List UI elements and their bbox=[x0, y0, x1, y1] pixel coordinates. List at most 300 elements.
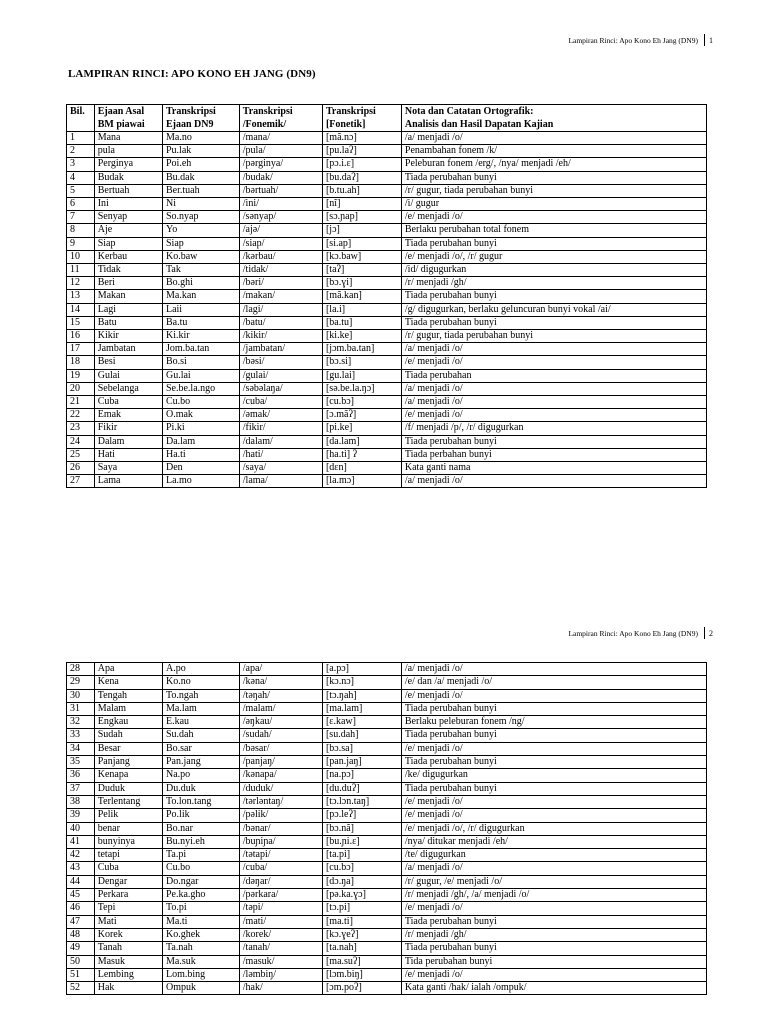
cell-nota: /e/ menjadi /o/, /r/ digugurkan bbox=[401, 822, 706, 835]
cell-ejaan-dn9: Na.po bbox=[162, 769, 239, 782]
cell-ejaan-dn9: Cu.bo bbox=[162, 862, 239, 875]
table-row bbox=[67, 902, 707, 915]
table-row bbox=[67, 809, 707, 822]
cell-nota: Tiada perbahan bunyi bbox=[401, 448, 706, 461]
table-row bbox=[67, 462, 707, 475]
cell-fonemik: /budak/ bbox=[239, 171, 322, 184]
document-page-2 bbox=[0, 620, 768, 1024]
table-row bbox=[67, 955, 707, 968]
cell-fonemik: /bərtuah/ bbox=[239, 184, 322, 197]
cell-fonemik: /kərbau/ bbox=[239, 250, 322, 263]
table-row bbox=[67, 756, 707, 769]
cell-fonetik: [ba.tu] bbox=[322, 316, 401, 329]
cell-ejaan-asal: Siap bbox=[94, 237, 162, 250]
cell-ejaan-asal: Lagi bbox=[94, 303, 162, 316]
cell-nota: Tiada perubahan bunyi bbox=[401, 435, 706, 448]
cell-nota: /a/ menjadi /o/ bbox=[401, 343, 706, 356]
table-header-row bbox=[67, 105, 707, 132]
cell-bil: 1 bbox=[67, 132, 95, 145]
cell-nota: /nya/ ditukar menjadi /eh/ bbox=[401, 835, 706, 848]
cell-ejaan-asal: Tidak bbox=[94, 264, 162, 277]
cell-ejaan-asal: Makan bbox=[94, 290, 162, 303]
cell-bil: 46 bbox=[67, 902, 95, 915]
table-row bbox=[67, 435, 707, 448]
cell-bil: 27 bbox=[67, 475, 95, 488]
table-row bbox=[67, 676, 707, 689]
table-body-page-2 bbox=[67, 663, 707, 995]
cell-fonemik: /ajə/ bbox=[239, 224, 322, 237]
cell-ejaan-dn9: Bo.si bbox=[162, 356, 239, 369]
table-row bbox=[67, 184, 707, 197]
cell-fonemik: /batu/ bbox=[239, 316, 322, 329]
cell-bil: 12 bbox=[67, 277, 95, 290]
cell-fonetik: [cu.bɔ] bbox=[322, 862, 401, 875]
cell-nota: /a/ menjadi /o/ bbox=[401, 862, 706, 875]
cell-fonemik: /duduk/ bbox=[239, 782, 322, 795]
cell-fonemik: /bəsar/ bbox=[239, 742, 322, 755]
cell-fonetik: [ma.suʔ] bbox=[322, 955, 401, 968]
cell-fonetik: [dɔ.ŋa] bbox=[322, 875, 401, 888]
cell-nota: Kata ganti nama bbox=[401, 462, 706, 475]
table-row bbox=[67, 849, 707, 862]
cell-fonetik: [ɔm.poʔ] bbox=[322, 982, 401, 995]
cell-bil: 38 bbox=[67, 795, 95, 808]
cell-fonemik: /makan/ bbox=[239, 290, 322, 303]
cell-fonemik: /hak/ bbox=[239, 982, 322, 995]
cell-ejaan-asal: Panjang bbox=[94, 756, 162, 769]
cell-fonetik: [tɔ.pi] bbox=[322, 902, 401, 915]
table-row bbox=[67, 702, 707, 715]
cell-ejaan-dn9: Ber.tuah bbox=[162, 184, 239, 197]
cell-fonemik: /bənar/ bbox=[239, 822, 322, 835]
cell-ejaan-dn9: Ompuk bbox=[162, 982, 239, 995]
header-bil: Bil. bbox=[67, 105, 95, 132]
cell-bil: 22 bbox=[67, 409, 95, 422]
cell-nota: Tiada perubahan bbox=[401, 369, 706, 382]
cell-fonetik: [nĩ] bbox=[322, 198, 401, 211]
cell-bil: 30 bbox=[67, 689, 95, 702]
cell-nota: Berlaku peleburan fonem /ng/ bbox=[401, 716, 706, 729]
cell-fonetik: [taʔ] bbox=[322, 264, 401, 277]
cell-fonetik: [pan.jaŋ] bbox=[322, 756, 401, 769]
cell-fonemik: /kənapa/ bbox=[239, 769, 322, 782]
cell-ejaan-asal: Aje bbox=[94, 224, 162, 237]
cell-fonemik: /ləmbiŋ/ bbox=[239, 968, 322, 981]
cell-ejaan-dn9: Lom.bing bbox=[162, 968, 239, 981]
cell-fonemik: /pərginya/ bbox=[239, 158, 322, 171]
cell-nota: Tiada perubahan bunyi bbox=[401, 290, 706, 303]
cell-ejaan-asal: Lama bbox=[94, 475, 162, 488]
cell-fonetik: [ɔ.mãʔ] bbox=[322, 409, 401, 422]
cell-ejaan-dn9: Cu.bo bbox=[162, 396, 239, 409]
cell-ejaan-asal: Pelik bbox=[94, 809, 162, 822]
header-divider bbox=[704, 627, 705, 639]
table-row bbox=[67, 875, 707, 888]
cell-fonetik: [pi.ke] bbox=[322, 422, 401, 435]
cell-fonetik: [du.duʔ] bbox=[322, 782, 401, 795]
cell-ejaan-dn9: Gu.lai bbox=[162, 369, 239, 382]
table-row bbox=[67, 475, 707, 488]
cell-fonemik: /siap/ bbox=[239, 237, 322, 250]
cell-fonetik: [ma.ti] bbox=[322, 915, 401, 928]
cell-fonemik: /lama/ bbox=[239, 475, 322, 488]
cell-nota: /e/ menjadi /o/ bbox=[401, 968, 706, 981]
table-row bbox=[67, 396, 707, 409]
cell-bil: 32 bbox=[67, 716, 95, 729]
header-ejaan-asal: Ejaan Asal BM piawai bbox=[94, 105, 162, 132]
cell-ejaan-dn9: Laii bbox=[162, 303, 239, 316]
cell-nota: /r/ menjadi /gh/ bbox=[401, 277, 706, 290]
cell-ejaan-dn9: Pu.lak bbox=[162, 145, 239, 158]
cell-ejaan-asal: Masuk bbox=[94, 955, 162, 968]
cell-fonemik: /dəŋar/ bbox=[239, 875, 322, 888]
cell-fonemik: /apa/ bbox=[239, 663, 322, 676]
cell-nota: /g/ digugurkan, berlaku geluncuran bunyi vokal /ai/ bbox=[401, 303, 706, 316]
cell-fonetik: [na.pɔ] bbox=[322, 769, 401, 782]
table-row bbox=[67, 198, 707, 211]
cell-fonetik: [bɔ.ɣi] bbox=[322, 277, 401, 290]
cell-nota: Penambahan fonem /k/ bbox=[401, 145, 706, 158]
table-row bbox=[67, 915, 707, 928]
cell-ejaan-dn9: Do.ngar bbox=[162, 875, 239, 888]
cell-ejaan-dn9: Den bbox=[162, 462, 239, 475]
cell-ejaan-dn9: Ba.tu bbox=[162, 316, 239, 329]
cell-nota: /e/ menjadi /o/, /r/ gugur bbox=[401, 250, 706, 263]
cell-fonemik: /təpi/ bbox=[239, 902, 322, 915]
cell-nota: Kata ganti /hak/ ialah /ompuk/ bbox=[401, 982, 706, 995]
cell-fonetik: [sə.be.la.ŋɔ] bbox=[322, 382, 401, 395]
cell-ejaan-dn9: Se.be.la.ngo bbox=[162, 382, 239, 395]
cell-fonemik: /gulai/ bbox=[239, 369, 322, 382]
cell-bil: 33 bbox=[67, 729, 95, 742]
cell-ejaan-asal: Senyap bbox=[94, 211, 162, 224]
cell-bil: 19 bbox=[67, 369, 95, 382]
cell-ejaan-asal: Perkara bbox=[94, 889, 162, 902]
cell-ejaan-asal: Cuba bbox=[94, 862, 162, 875]
cell-fonemik: /təŋah/ bbox=[239, 689, 322, 702]
cell-fonetik: [si.ap] bbox=[322, 237, 401, 250]
cell-ejaan-dn9: Tak bbox=[162, 264, 239, 277]
page-number: 2 bbox=[709, 628, 713, 638]
running-header-title: Lampiran Rinci: Apo Kono Eh Jang (DN9) bbox=[568, 35, 698, 45]
table-row bbox=[67, 835, 707, 848]
cell-ejaan-asal: Dengar bbox=[94, 875, 162, 888]
cell-nota: /e/ menjadi /o/ bbox=[401, 902, 706, 915]
cell-fonetik: [pu.laʔ] bbox=[322, 145, 401, 158]
table-row bbox=[67, 822, 707, 835]
cell-nota: Tiada perubahan bunyi bbox=[401, 942, 706, 955]
cell-bil: 42 bbox=[67, 849, 95, 862]
cell-bil: 44 bbox=[67, 875, 95, 888]
table-row bbox=[67, 716, 707, 729]
cell-ejaan-dn9: Ko.no bbox=[162, 676, 239, 689]
cell-fonemik: /tidak/ bbox=[239, 264, 322, 277]
cell-bil: 18 bbox=[67, 356, 95, 369]
cell-fonetik: [tɔ.lɔn.taŋ] bbox=[322, 795, 401, 808]
table-row bbox=[67, 290, 707, 303]
cell-bil: 5 bbox=[67, 184, 95, 197]
cell-ejaan-asal: Mana bbox=[94, 132, 162, 145]
table-row bbox=[67, 132, 707, 145]
cell-ejaan-asal: Malam bbox=[94, 702, 162, 715]
cell-bil: 47 bbox=[67, 915, 95, 928]
cell-bil: 45 bbox=[67, 889, 95, 902]
cell-bil: 31 bbox=[67, 702, 95, 715]
cell-bil: 40 bbox=[67, 822, 95, 835]
table-row bbox=[67, 729, 707, 742]
cell-nota: /r/ gugur, tiada perubahan bunyi bbox=[401, 184, 706, 197]
cell-ejaan-dn9: Poi.eh bbox=[162, 158, 239, 171]
cell-ejaan-asal: Kenapa bbox=[94, 769, 162, 782]
table-row bbox=[67, 343, 707, 356]
orthography-table-page-2 bbox=[66, 662, 707, 995]
table-row bbox=[67, 769, 707, 782]
cell-ejaan-dn9: To.pi bbox=[162, 902, 239, 915]
cell-bil: 4 bbox=[67, 171, 95, 184]
cell-fonemik: /panjaŋ/ bbox=[239, 756, 322, 769]
cell-fonetik: [tɔ.ŋah] bbox=[322, 689, 401, 702]
table-row bbox=[67, 277, 707, 290]
cell-nota: /r/ menjadi /gh/, /a/ menjadi /o/ bbox=[401, 889, 706, 902]
cell-bil: 36 bbox=[67, 769, 95, 782]
cell-nota: /a/ menjadi /o/ bbox=[401, 132, 706, 145]
cell-fonetik: [sɔ.ɲap] bbox=[322, 211, 401, 224]
cell-ejaan-asal: Lembing bbox=[94, 968, 162, 981]
cell-bil: 39 bbox=[67, 809, 95, 822]
cell-ejaan-dn9: Bo.sar bbox=[162, 742, 239, 755]
table-row bbox=[67, 942, 707, 955]
cell-fonemik: /bəri/ bbox=[239, 277, 322, 290]
cell-ejaan-asal: Engkau bbox=[94, 716, 162, 729]
table-row bbox=[67, 171, 707, 184]
cell-ejaan-dn9: Ma.suk bbox=[162, 955, 239, 968]
cell-ejaan-asal: Besi bbox=[94, 356, 162, 369]
cell-bil: 29 bbox=[67, 676, 95, 689]
cell-ejaan-dn9: Ta.pi bbox=[162, 849, 239, 862]
table-row bbox=[67, 330, 707, 343]
cell-fonemik: /cuba/ bbox=[239, 862, 322, 875]
cell-ejaan-dn9: Su.dah bbox=[162, 729, 239, 742]
table-row bbox=[67, 211, 707, 224]
cell-nota: /e/ dan /a/ menjadi /o/ bbox=[401, 676, 706, 689]
cell-ejaan-dn9: E.kau bbox=[162, 716, 239, 729]
cell-fonemik: /tanah/ bbox=[239, 942, 322, 955]
cell-fonemik: /pərkara/ bbox=[239, 889, 322, 902]
cell-ejaan-asal: tetapi bbox=[94, 849, 162, 862]
cell-bil: 35 bbox=[67, 756, 95, 769]
cell-fonemik: /mana/ bbox=[239, 132, 322, 145]
table-row bbox=[67, 982, 707, 995]
cell-nota: /r/ menjadi /gh/ bbox=[401, 928, 706, 941]
cell-fonetik: [jɔm.ba.tan] bbox=[322, 343, 401, 356]
cell-ejaan-dn9: Po.lik bbox=[162, 809, 239, 822]
cell-ejaan-asal: Emak bbox=[94, 409, 162, 422]
cell-nota: Tiada perubahan bunyi bbox=[401, 171, 706, 184]
cell-ejaan-asal: Jambatan bbox=[94, 343, 162, 356]
cell-bil: 37 bbox=[67, 782, 95, 795]
cell-ejaan-dn9: Ko.baw bbox=[162, 250, 239, 263]
cell-ejaan-asal: Fikir bbox=[94, 422, 162, 435]
header-transkripsi-ejaan: Transkripsi Ejaan DN9 bbox=[162, 105, 239, 132]
table-row bbox=[67, 356, 707, 369]
cell-bil: 14 bbox=[67, 303, 95, 316]
cell-ejaan-dn9: Bo.nar bbox=[162, 822, 239, 835]
cell-fonetik: [mã.kan] bbox=[322, 290, 401, 303]
cell-ejaan-dn9: To.ngah bbox=[162, 689, 239, 702]
cell-bil: 43 bbox=[67, 862, 95, 875]
table-row bbox=[67, 782, 707, 795]
cell-ejaan-asal: Sebelanga bbox=[94, 382, 162, 395]
cell-fonetik: [pɔ.leʔ] bbox=[322, 809, 401, 822]
cell-ejaan-dn9: Ma.lam bbox=[162, 702, 239, 715]
running-header-title: Lampiran Rinci: Apo Kono Eh Jang (DN9) bbox=[568, 628, 698, 638]
cell-fonemik: /cuba/ bbox=[239, 396, 322, 409]
cell-bil: 26 bbox=[67, 462, 95, 475]
cell-fonemik: /tətapi/ bbox=[239, 849, 322, 862]
cell-fonetik: [su.dah] bbox=[322, 729, 401, 742]
cell-bil: 49 bbox=[67, 942, 95, 955]
cell-fonetik: [jɔ] bbox=[322, 224, 401, 237]
header-transkripsi-fonemik: Transkripsi /Fonemik/ bbox=[239, 105, 322, 132]
cell-ejaan-asal: Batu bbox=[94, 316, 162, 329]
table-row bbox=[67, 382, 707, 395]
cell-nota: /f/ menjadi /p/, /r/ digugurkan bbox=[401, 422, 706, 435]
cell-bil: 16 bbox=[67, 330, 95, 343]
cell-bil: 17 bbox=[67, 343, 95, 356]
header-divider bbox=[704, 34, 705, 46]
table-row bbox=[67, 316, 707, 329]
cell-nota: Tiada perubahan bunyi bbox=[401, 316, 706, 329]
cell-fonetik: [bɔ.nã] bbox=[322, 822, 401, 835]
cell-ejaan-dn9: Du.duk bbox=[162, 782, 239, 795]
cell-fonetik: [ha.ti] ʔ bbox=[322, 448, 401, 461]
cell-ejaan-asal: Beri bbox=[94, 277, 162, 290]
cell-nota: Tiada perubahan bunyi bbox=[401, 237, 706, 250]
cell-fonemik: /lagi/ bbox=[239, 303, 322, 316]
cell-ejaan-asal: Kikir bbox=[94, 330, 162, 343]
cell-ejaan-asal: Apa bbox=[94, 663, 162, 676]
cell-ejaan-asal: Tengah bbox=[94, 689, 162, 702]
cell-ejaan-asal: bunyinya bbox=[94, 835, 162, 848]
cell-nota: /e/ menjadi /o/ bbox=[401, 409, 706, 422]
cell-ejaan-dn9: La.mo bbox=[162, 475, 239, 488]
cell-nota: /id/ digugurkan bbox=[401, 264, 706, 277]
cell-fonetik: [cu.bɔ] bbox=[322, 396, 401, 409]
cell-fonemik: /dalam/ bbox=[239, 435, 322, 448]
table-row bbox=[67, 968, 707, 981]
cell-fonetik: [ɛ.kaw] bbox=[322, 716, 401, 729]
cell-fonemik: /pula/ bbox=[239, 145, 322, 158]
table-row bbox=[67, 663, 707, 676]
cell-nota: /i/ gugur bbox=[401, 198, 706, 211]
cell-nota: /a/ menjadi /o/ bbox=[401, 382, 706, 395]
cell-ejaan-asal: Mati bbox=[94, 915, 162, 928]
cell-fonemik: /bəsi/ bbox=[239, 356, 322, 369]
cell-nota: /r/ gugur, tiada perubahan bunyi bbox=[401, 330, 706, 343]
cell-fonetik: [lɔm.biŋ] bbox=[322, 968, 401, 981]
cell-fonetik: [la.i] bbox=[322, 303, 401, 316]
cell-fonemik: /saya/ bbox=[239, 462, 322, 475]
cell-fonemik: /ini/ bbox=[239, 198, 322, 211]
cell-ejaan-dn9: Ta.nah bbox=[162, 942, 239, 955]
table-row bbox=[67, 409, 707, 422]
cell-nota: Tiada perubahan bunyi bbox=[401, 782, 706, 795]
cell-nota: /e/ menjadi /o/ bbox=[401, 809, 706, 822]
cell-nota: /e/ menjadi /o/ bbox=[401, 795, 706, 808]
cell-ejaan-dn9: Bo.ghi bbox=[162, 277, 239, 290]
cell-nota: Peleburan fonem /erg/, /nya/ menjadi /eh/ bbox=[401, 158, 706, 171]
cell-ejaan-asal: Bertuah bbox=[94, 184, 162, 197]
cell-fonemik: /mati/ bbox=[239, 915, 322, 928]
table-row bbox=[67, 889, 707, 902]
cell-fonetik: [kɔ.nɔ] bbox=[322, 676, 401, 689]
cell-ejaan-dn9: A.po bbox=[162, 663, 239, 676]
cell-fonemik: /əŋkau/ bbox=[239, 716, 322, 729]
cell-fonetik: [pə.ka.ɣɔ] bbox=[322, 889, 401, 902]
table-row bbox=[67, 145, 707, 158]
cell-ejaan-asal: Kena bbox=[94, 676, 162, 689]
cell-ejaan-asal: Korek bbox=[94, 928, 162, 941]
table-row bbox=[67, 422, 707, 435]
cell-fonetik: [a.pɔ] bbox=[322, 663, 401, 676]
cell-ejaan-asal: Perginya bbox=[94, 158, 162, 171]
cell-fonemik: /kikir/ bbox=[239, 330, 322, 343]
cell-ejaan-asal: pula bbox=[94, 145, 162, 158]
cell-ejaan-dn9: Ki.kir bbox=[162, 330, 239, 343]
cell-ejaan-asal: Terlentang bbox=[94, 795, 162, 808]
cell-fonemik: /pəlik/ bbox=[239, 809, 322, 822]
table-body-page-1 bbox=[67, 132, 707, 488]
cell-ejaan-asal: Cuba bbox=[94, 396, 162, 409]
cell-bil: 25 bbox=[67, 448, 95, 461]
cell-bil: 3 bbox=[67, 158, 95, 171]
cell-fonetik: [mã.nɔ] bbox=[322, 132, 401, 145]
cell-ejaan-dn9: Ha.ti bbox=[162, 448, 239, 461]
cell-fonetik: [bu.ɲi.ɛ] bbox=[322, 835, 401, 848]
cell-fonetik: [dɛn] bbox=[322, 462, 401, 475]
cell-nota: Tiada perubahan bunyi bbox=[401, 729, 706, 742]
cell-bil: 9 bbox=[67, 237, 95, 250]
cell-bil: 28 bbox=[67, 663, 95, 676]
running-header bbox=[568, 627, 713, 639]
cell-ejaan-asal: Besar bbox=[94, 742, 162, 755]
cell-nota: Tiada perubahan bunyi bbox=[401, 756, 706, 769]
cell-bil: 6 bbox=[67, 198, 95, 211]
table-row bbox=[67, 742, 707, 755]
cell-nota: /ke/ digugurkan bbox=[401, 769, 706, 782]
cell-bil: 23 bbox=[67, 422, 95, 435]
cell-ejaan-asal: benar bbox=[94, 822, 162, 835]
cell-fonetik: [ta.nah] bbox=[322, 942, 401, 955]
cell-fonemik: /hati/ bbox=[239, 448, 322, 461]
cell-fonetik: [b.tu.ah] bbox=[322, 184, 401, 197]
cell-nota: /a/ menjadi /o/ bbox=[401, 475, 706, 488]
cell-fonemik: /masuk/ bbox=[239, 955, 322, 968]
running-header bbox=[568, 34, 713, 46]
cell-fonetik: [la.mɔ] bbox=[322, 475, 401, 488]
cell-nota: Berlaku perubahan total fonem bbox=[401, 224, 706, 237]
cell-ejaan-dn9: Pi.ki bbox=[162, 422, 239, 435]
cell-fonetik: [kɔ.baw] bbox=[322, 250, 401, 263]
cell-nota: /a/ menjadi /o/ bbox=[401, 663, 706, 676]
table-row bbox=[67, 369, 707, 382]
cell-ejaan-asal: Hati bbox=[94, 448, 162, 461]
table-row bbox=[67, 224, 707, 237]
cell-fonemik: /əmak/ bbox=[239, 409, 322, 422]
cell-nota: /a/ menjadi /o/ bbox=[401, 396, 706, 409]
cell-bil: 52 bbox=[67, 982, 95, 995]
cell-ejaan-asal: Ini bbox=[94, 198, 162, 211]
